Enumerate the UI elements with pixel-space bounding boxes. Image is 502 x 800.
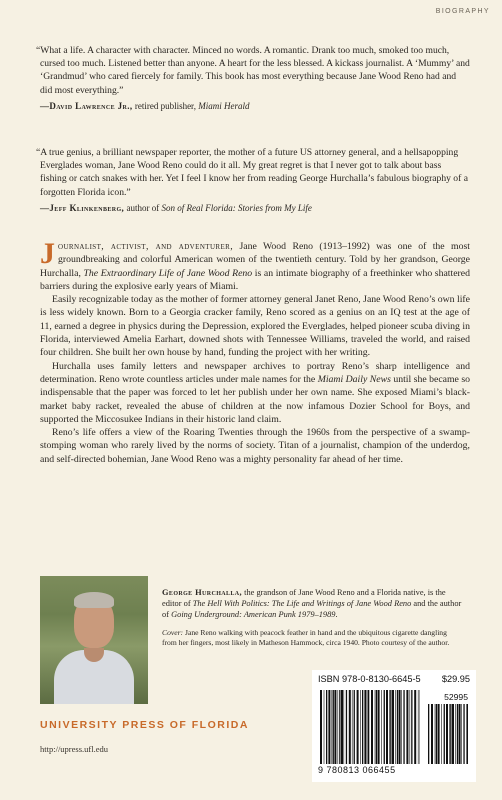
barcode-stripe — [397, 690, 398, 764]
barcode-stripe — [452, 704, 454, 764]
barcode-stripe — [449, 704, 450, 764]
publisher-name: UNIVERSITY PRESS OF FLORIDA — [40, 719, 249, 731]
book-title: The Extraordinary Life of Jane Wood Reno — [83, 267, 253, 279]
newspaper-title: Miami Daily News — [317, 373, 391, 385]
category-label: BIOGRAPHY — [435, 8, 490, 15]
author-photo — [40, 576, 148, 704]
cover-credit — [162, 628, 462, 648]
barcode-stripe — [364, 690, 366, 764]
price: $29.95 — [441, 674, 470, 684]
barcode-stripe — [438, 704, 440, 764]
barcode-stripe — [392, 690, 394, 764]
text-run: is an intimate biography of a freethinker who shattered barriers during the explosive early years of Miami. — [40, 267, 470, 292]
text-run: Hurchalla uses family letters and newspaper archives to portray Reno’s sharp intelligence and determination. Reno wrote countless articles under male names for the — [40, 360, 470, 385]
blurb-publication: Miami Herald — [198, 100, 250, 111]
barcode-stripe — [455, 704, 456, 764]
barcode-stripe — [352, 690, 353, 764]
barcode-bars — [320, 690, 420, 764]
author-name: George Hurchalla, — [162, 588, 243, 597]
barcode-stripe — [326, 690, 327, 764]
barcode-stripe — [333, 690, 334, 764]
barcode-stripe — [386, 690, 388, 764]
blurb-lawrence — [36, 44, 470, 113]
lead-in: ournalist, activist, and adventurer, — [58, 241, 234, 252]
blurb-publication: Son of Real Florida: Stories from My Life — [161, 202, 312, 213]
cover-label: Cover: — [162, 628, 184, 637]
blurb-attribution — [40, 100, 470, 113]
book-title: The Hell With Politics: The Life and Writings of Jane Wood Reno — [192, 599, 412, 608]
barcode-stripe — [431, 704, 433, 764]
isbn-barcode — [312, 670, 476, 782]
barcode-stripe — [367, 690, 368, 764]
barcode-stripe — [457, 704, 458, 764]
blurb-klinkenberg — [36, 146, 470, 215]
blurb-role: author of — [124, 202, 162, 213]
description-paragraph-4: Reno’s life offers a view of the Roaring Twenties through the 1960s from the perspective of a swamp-stomping woman who rarely lived by the norms of society. Titan of a journalist, champion of the underdog, and self-directed bohemian, Jane Wood Reno was a mighty personality far ahead of her time. — [40, 427, 470, 465]
text-run: . — [335, 610, 338, 619]
barcode-stripe — [411, 690, 412, 764]
barcode-stripe — [459, 704, 461, 764]
barcode-stripe — [390, 690, 391, 764]
publisher-url[interactable]: http://upress.ufl.edu — [40, 744, 108, 754]
barcode-stripe — [463, 704, 464, 764]
barcode-stripe — [339, 690, 340, 764]
text-run: the grandson of Jane Wood Reno and a Florida native, is the editor of — [162, 588, 446, 608]
barcode-stripe — [376, 690, 377, 764]
barcode-stripe — [324, 690, 325, 764]
text-run: until she became so indispensable that the paper was forced to let her publish under her own name. She exposed Miami’s black-market baby racket, revealed the abuse of children at the now infamous Dozier School for Boys, and supported the Miccosukee Indians in their historic land claim. — [40, 373, 471, 425]
drop-cap: J — [40, 237, 55, 270]
barcode-stripe — [349, 690, 351, 764]
barcode-stripe — [446, 704, 448, 764]
photo-hair — [74, 592, 114, 608]
barcode-stripe — [384, 690, 385, 764]
barcode-stripe — [341, 690, 343, 764]
blurb-author: —Jeff Klinkenberg, — [40, 202, 125, 213]
addon-barcode-bars — [428, 704, 468, 764]
barcode-stripe — [362, 690, 363, 764]
blurb-author: —David Lawrence Jr., — [40, 100, 133, 111]
description — [40, 237, 471, 466]
barcode-stripe — [360, 690, 361, 764]
barcode-stripe — [332, 690, 333, 764]
barcode-stripe — [381, 690, 382, 764]
description-paragraph-2: Easily recognizable today as the mother of former attorney general Janet Reno, Jane Wood Reno’s own life is less widely known. Born to a Georgia cracker family, Reno scored as a genius on an IQ test at the age of 11, earned a degree in physics during the Depression, explored the Everglades, helped pioneer scuba diving in Florida, interviewed Amelia Earhart, downed shots with Tennessee Williams, traveled the world, and raised four children. She built her own house by hand, funding the project with her writing. — [40, 294, 470, 359]
blurb-attribution — [40, 202, 470, 215]
barcode-stripe — [403, 690, 404, 764]
barcode-stripe — [395, 690, 396, 764]
barcode-stripe — [354, 690, 355, 764]
barcode-stripe — [346, 690, 347, 764]
barcode-stripe — [328, 690, 330, 764]
text-run: and the author of — [162, 599, 462, 619]
barcode-digits: 9 780813 066455 — [318, 765, 396, 775]
isbn-number: ISBN 978-0-8130-6645-5 — [318, 674, 421, 684]
text-run: Jane Wood Reno (1913–1992) was one of the most groundbreaking and colorful American women of the twentieth century. Told by her grandson, George Hurchalla, — [40, 241, 470, 279]
barcode-stripe — [418, 690, 419, 764]
barcode-stripe — [410, 690, 411, 764]
barcode-stripe — [406, 690, 408, 764]
cover-text: Jane Reno walking with peacock feather in hand and the ubiquitous cigarette dangling from her fingers, most likely in Matheson Hammock, circa 1940. Photo courtesy of the author. — [162, 628, 450, 647]
barcode-stripe — [435, 704, 436, 764]
book-title: Going Underground: American Punk 1979–1989 — [171, 610, 336, 619]
barcode-stripe — [436, 704, 437, 764]
barcode-stripe — [444, 704, 445, 764]
blurb-quote: “A true genius, a brilliant newspaper reporter, the mother of a future US attorney general, and a hellsapopping Everglades woman, Jane Wood Reno could do it all. My great regret is that I never got to talk about bass fishing or catch snakes with her. Yet I feel I know her from reading George Hurchalla’s fabulous biography of a forgotten Florida icon.” — [36, 147, 468, 198]
blurb-role: retired publisher, — [132, 100, 199, 111]
barcode-stripe — [320, 690, 322, 764]
barcode-stripe — [338, 690, 339, 764]
author-bio — [162, 587, 462, 620]
barcode-stripe — [428, 704, 429, 764]
barcode-stripe — [461, 704, 462, 764]
barcode-stripe — [414, 690, 416, 764]
barcode-stripe — [344, 690, 345, 764]
barcode-stripe — [334, 690, 336, 764]
barcode-stripe — [466, 704, 468, 764]
barcode-stripe — [441, 704, 442, 764]
barcode-stripe — [450, 704, 451, 764]
barcode-stripe — [368, 690, 369, 764]
barcode-stripe — [371, 690, 373, 764]
barcode-stripe — [378, 690, 380, 764]
barcode-stripe — [357, 690, 359, 764]
blurb-quote: “What a life. A character with character. Minced no words. A romantic. Drank too much, smoked too much, cursed too much. Listened better than anyone. A heart for the less blessed. A kickass journalist. A ‘Mummy’ and ‘Grandmud’ who cared fiercely for family. This book has most everything because Jane Wood Reno had and did most everything.” — [36, 45, 470, 96]
barcode-stripe — [375, 690, 376, 764]
barcode-stripe — [389, 690, 390, 764]
barcode-stripe — [401, 690, 402, 764]
price-addon-code: 52995 — [444, 692, 468, 702]
barcode-stripe — [399, 690, 401, 764]
description-paragraph-3 — [40, 360, 470, 426]
description-paragraph-1 — [40, 237, 470, 293]
